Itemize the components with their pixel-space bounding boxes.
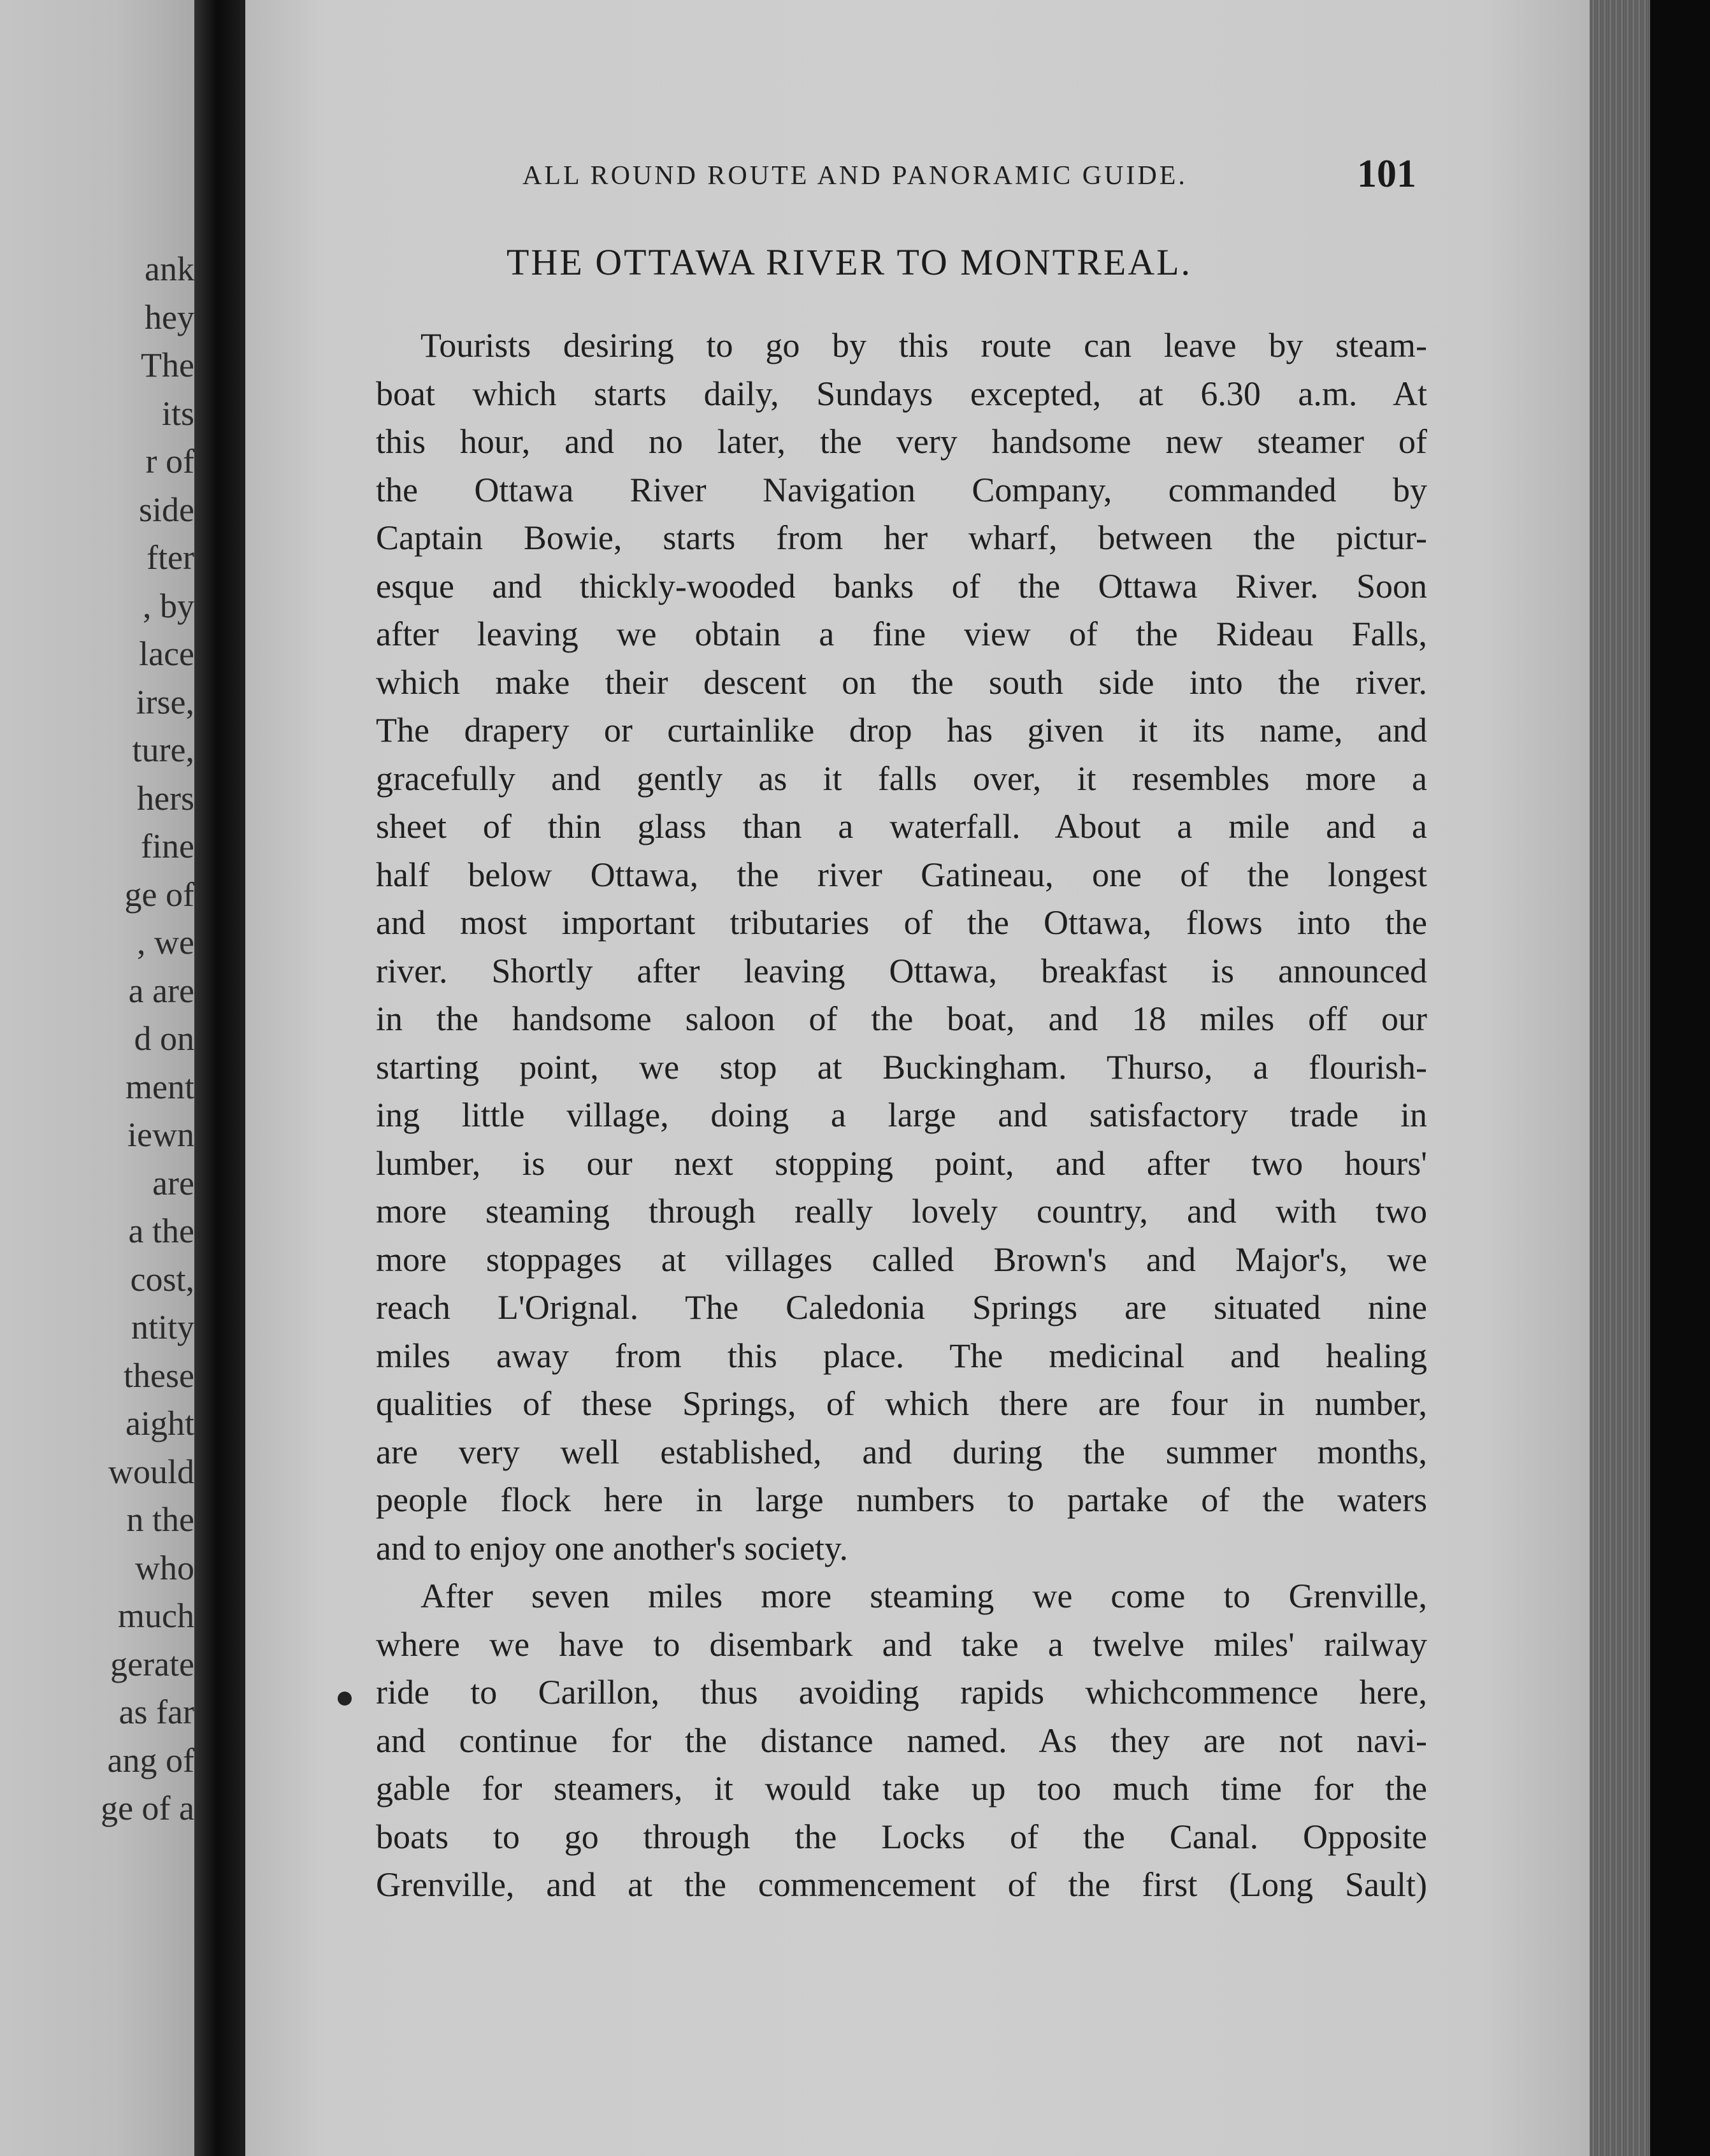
left-page-line: , we bbox=[137, 923, 194, 961]
text-line: which make their descent on the south side into the river. bbox=[376, 663, 1427, 701]
text-line: where we have to disembark and take a twelve miles' railway bbox=[376, 1625, 1427, 1664]
left-page-line: irse, bbox=[136, 682, 194, 721]
text-line: After seven miles more steaming we come to Grenville, bbox=[420, 1577, 1427, 1615]
text-line: the Ottawa River Navigation Company, commanded by bbox=[376, 470, 1427, 509]
left-page-line: are bbox=[152, 1163, 194, 1202]
text-line: more stoppages at villages called Brown's and Major's, we bbox=[376, 1240, 1427, 1279]
left-page-line: who bbox=[135, 1548, 194, 1587]
text-line: ing little village, doing a large and satisfactory trade in bbox=[376, 1096, 1427, 1134]
left-page-text-fragments bbox=[11, 245, 194, 1833]
left-page-line: a are bbox=[128, 971, 194, 1010]
left-page-line: fter bbox=[147, 538, 194, 577]
text-line: The drapery or curtainlike drop has given it its name, and bbox=[376, 711, 1427, 749]
page-number: 101 bbox=[1357, 152, 1416, 196]
text-line: boat which starts daily, Sundays excepted, at 6.30 a.m. At bbox=[376, 374, 1427, 413]
text-line: this hour, and no later, the very handsome new steamer of bbox=[376, 422, 1427, 461]
left-page-line: , by bbox=[143, 586, 194, 625]
text-line: and continue for the distance named. As they are not navi- bbox=[376, 1721, 1427, 1760]
left-page-line: n the bbox=[126, 1500, 194, 1539]
body-text bbox=[376, 322, 1427, 1909]
left-page-line: ge of bbox=[124, 875, 194, 914]
left-page-line: r of bbox=[145, 442, 194, 480]
left-page-line: hers bbox=[137, 779, 194, 817]
text-line: half below Ottawa, the river Gatineau, one of the longest bbox=[376, 855, 1427, 894]
left-page-line: ank bbox=[145, 250, 194, 288]
text-line: gracefully and gently as it falls over, it resembles more a bbox=[376, 759, 1427, 798]
left-page-line: ntity bbox=[131, 1308, 194, 1346]
text-line: more steaming through really lovely country, and with two bbox=[376, 1192, 1427, 1230]
left-page-line: gerate bbox=[110, 1644, 194, 1683]
text-line: esque and thickly-wooded banks of the Ottawa River. Soon bbox=[376, 566, 1427, 605]
text-line: river. Shortly after leaving Ottawa, breakfast is announced bbox=[376, 951, 1427, 990]
text-line: lumber, is our next stopping point, and after two hours' bbox=[376, 1144, 1427, 1182]
book-gutter bbox=[194, 0, 245, 2156]
left-page-line: ture, bbox=[132, 731, 194, 769]
text-line: qualities of these Springs, of which there are four in number, bbox=[376, 1384, 1427, 1423]
left-page-line: ment bbox=[126, 1067, 194, 1106]
text-line: Grenville, and at the commencement of the first (Long Sault) bbox=[376, 1865, 1427, 1904]
left-page-line: lace bbox=[139, 635, 194, 673]
text-line: people flock here in large numbers to partake of the waters bbox=[376, 1481, 1427, 1519]
text-line: starting point, we stop at Buckingham. Thurso, a flourish- bbox=[376, 1047, 1427, 1086]
left-page-line: fine bbox=[141, 827, 194, 865]
text-line: in the handsome saloon of the boat, and 18 miles off our bbox=[376, 1000, 1427, 1038]
ink-speck bbox=[338, 1692, 352, 1706]
left-page-line: cost, bbox=[130, 1260, 194, 1298]
left-page-line: iewn bbox=[127, 1116, 194, 1154]
left-page-line: would bbox=[108, 1452, 194, 1491]
left-page-line: a the bbox=[128, 1212, 194, 1250]
left-page-line: its bbox=[161, 394, 194, 433]
text-line: reach L'Orignal. The Caledonia Springs are situated nine bbox=[376, 1288, 1427, 1326]
text-line: boats to go through the Locks of the Canal. Opposite bbox=[376, 1817, 1427, 1856]
text-line: Captain Bowie, starts from her wharf, between the pictur- bbox=[376, 519, 1427, 557]
page-edge bbox=[1590, 0, 1650, 2156]
running-head: ALL ROUND ROUTE AND PANORAMIC GUIDE. bbox=[522, 161, 1188, 190]
text-line: and most important tributaries of the Ottawa, flows into the bbox=[376, 903, 1427, 942]
text-line: are very well established, and during the summer months, bbox=[376, 1432, 1427, 1471]
left-page-line: ang of bbox=[107, 1741, 194, 1779]
text-line: and to enjoy one another's society. bbox=[376, 1528, 849, 1567]
chapter-title: THE OTTAWA RIVER TO MONTREAL. bbox=[507, 241, 1193, 283]
left-page-line: much bbox=[118, 1597, 194, 1635]
left-page-line: aight bbox=[126, 1404, 194, 1442]
left-page-line: hey bbox=[145, 298, 194, 336]
text-line: Tourists desiring to go by this route can leave by steam- bbox=[420, 326, 1427, 364]
scan-background bbox=[1650, 0, 1710, 2156]
text-line: miles away from this place. The medicinal and healing bbox=[376, 1336, 1427, 1375]
text-line: after leaving we obtain a fine view of the Rideau Falls, bbox=[376, 615, 1427, 653]
left-page-line: as far bbox=[119, 1693, 194, 1731]
left-page-line: ge of a bbox=[101, 1789, 194, 1827]
left-facing-page bbox=[0, 0, 194, 2156]
left-page-line: d on bbox=[134, 1019, 194, 1058]
left-page-line: side bbox=[139, 490, 194, 529]
left-page-line: these bbox=[124, 1356, 194, 1395]
text-line: ride to Carillon, thus avoiding rapids whichcommence here, bbox=[376, 1673, 1427, 1711]
left-page-line: The bbox=[141, 346, 194, 384]
text-line: sheet of thin glass than a waterfall. About a mile and a bbox=[376, 807, 1427, 845]
text-line: gable for steamers, it would take up too much time for the bbox=[376, 1769, 1427, 1807]
